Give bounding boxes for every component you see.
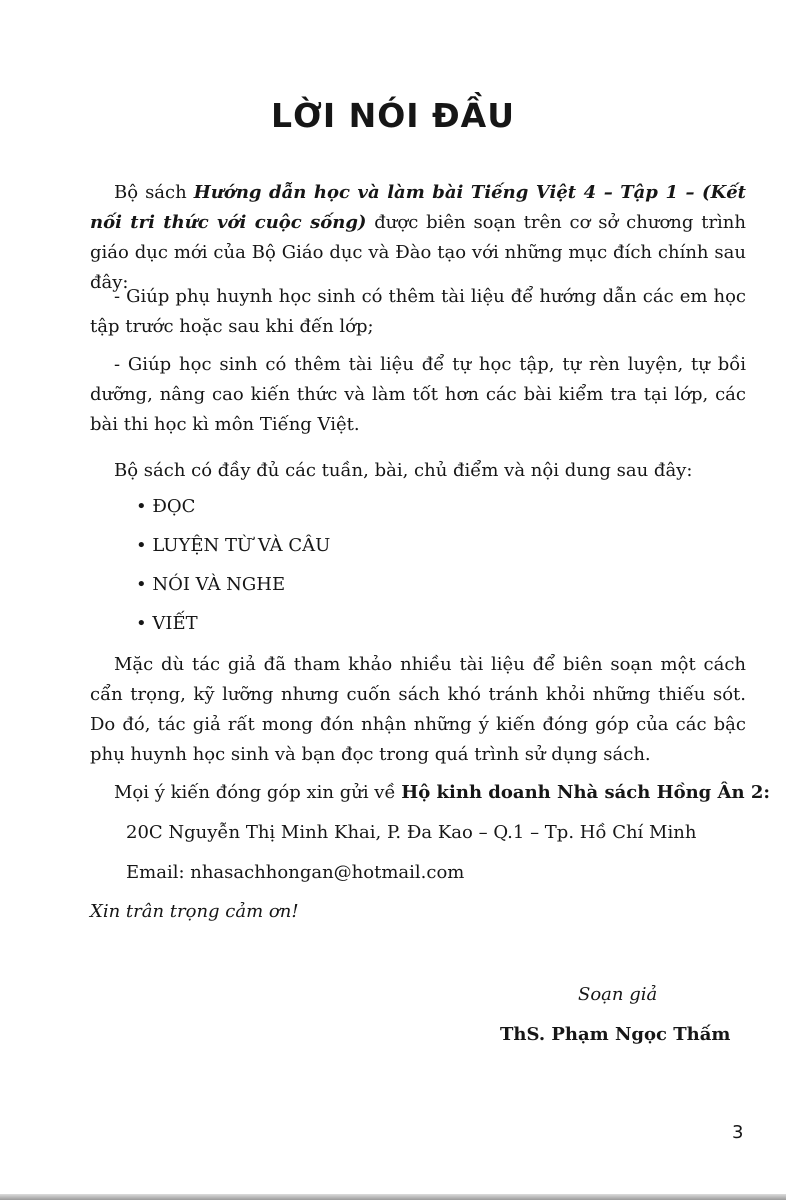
apology-paragraph: Mặc dù tác giả đã tham khảo nhiều tài liệu để biên soạn một cách cẩn trọng, kỹ lưỡng nhưng cuốn sách khó tránh khỏi những thiếu sót. Do đó, tác giả rất mong đón nhận những ý kiến đóng góp của các bậc phụ huynh học sinh và bạn đọc trong quá trình sử dụng sách. — [90, 654, 746, 765]
list-item: • ĐỌC — [136, 496, 196, 517]
purpose-2-paragraph: - Giúp học sinh có thêm tài liệu để tự học tập, tự rèn luyện, tự bồi dưỡng, nâng cao kiến thức và làm tốt hơn các bài kiểm tra tại lớp, các bài thi học kì môn Tiếng Việt. — [90, 354, 746, 435]
signature-role: Soạn giả — [578, 984, 658, 1005]
contents-intro: Bộ sách có đầy đủ các tuần, bài, chủ điểm và nội dung sau đây: — [114, 460, 693, 481]
list-item: • LUYỆN TỪ VÀ CÂU — [136, 535, 331, 556]
publisher-email: Email: nhasachhongan@hotmail.com — [126, 862, 465, 883]
list-item: • NÓI VÀ NGHE — [136, 574, 286, 595]
feedback-colon: : — [763, 782, 771, 803]
feedback-line — [114, 778, 770, 808]
page-number: 3 — [732, 1122, 744, 1143]
list-item: • VIẾT — [136, 613, 198, 634]
author-name: ThS. Phạm Ngọc Thấm — [500, 1024, 731, 1045]
book-title: Hướng dẫn học và làm bài Tiếng Việt 4 – Tập 1 – (Kết nối tri thức với cuộc sống) — [90, 182, 746, 233]
thanks-line: Xin trân trọng cảm ơn! — [90, 901, 299, 922]
intro-paragraph — [90, 178, 746, 298]
purpose-1-paragraph: - Giúp phụ huynh học sinh có thêm tài liệu để hướng dẫn các em học tập trước hoặc sau khi đến lớp; — [90, 286, 746, 337]
publisher-name: Hộ kinh doanh Nhà sách Hồng Ân 2 — [401, 782, 764, 803]
feedback-lead: Mọi ý kiến đóng góp xin gửi về — [114, 782, 402, 803]
scan-edge — [0, 1194, 786, 1200]
page-title: LỜI NÓI ĐẦU — [270, 96, 516, 135]
intro-rest: được biên soạn trên cơ sở chương trình giáo dục mới của Bộ Giáo dục và Đào tạo với những mục đích chính sau đây: — [90, 212, 746, 293]
intro-lead: Bộ sách — [114, 182, 194, 203]
publisher-address: 20C Nguyễn Thị Minh Khai, P. Đa Kao – Q.1 – Tp. Hồ Chí Minh — [126, 822, 697, 843]
